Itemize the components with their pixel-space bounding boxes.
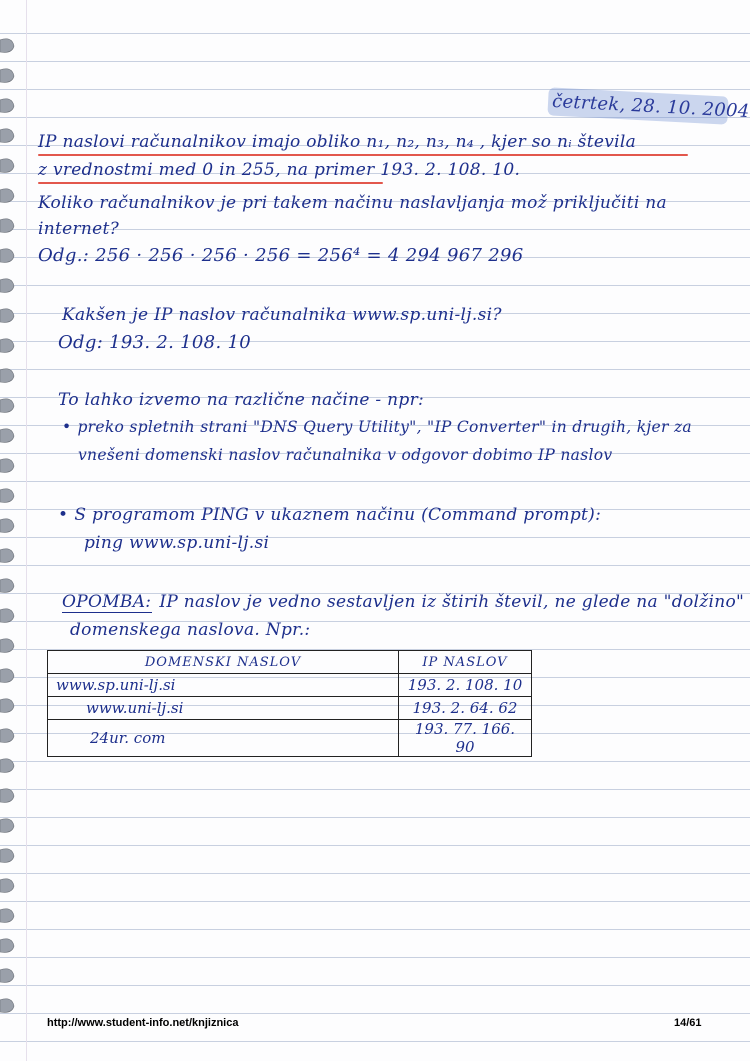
header-ip: IP NASLOV bbox=[399, 651, 532, 674]
problem1-line1: IP naslovi računalnikov imajo obliko n₁, n₂, n₃, n₄ , kjer so nᵢ števila bbox=[38, 132, 637, 152]
table-row bbox=[48, 720, 532, 757]
domain-cell: 24ur. com bbox=[48, 720, 399, 757]
bullet2-line2: ping www.sp.uni-lj.si bbox=[84, 533, 270, 553]
date-text: četrtek, 28. 10. 2004 bbox=[551, 90, 750, 123]
bullet2-line1: S programom PING v ukaznem načinu (Command prompt): bbox=[74, 505, 602, 525]
red-underline-2 bbox=[38, 182, 383, 184]
footer-url[interactable]: http://www.student-info.net/knjiznica bbox=[47, 1017, 239, 1029]
spiral-binding bbox=[0, 0, 18, 1061]
ip-cell: 193. 2. 64. 62 bbox=[399, 697, 532, 720]
red-underline-1 bbox=[38, 154, 688, 156]
problem1-line3: Koliko računalnikov je pri takem načinu naslavljanja mož priključiti na bbox=[38, 193, 667, 213]
note-line2: domenskega naslova. Npr.: bbox=[70, 620, 311, 640]
problem1-answer: Odg.: 256 · 256 · 256 · 256 = 256⁴ = 4 294 967 296 bbox=[38, 245, 524, 266]
table-row bbox=[48, 674, 532, 697]
ip-cell: 193. 77. 166. 90 bbox=[399, 720, 532, 757]
table-row bbox=[48, 697, 532, 720]
ip-table bbox=[47, 650, 532, 757]
method-bullet-1 bbox=[62, 418, 692, 436]
methods-intro: To lahko izvemo na različne načine - npr: bbox=[58, 390, 425, 410]
note-label-underline bbox=[62, 612, 152, 613]
bullet1-line2: vnešeni domenski naslov računalnika v odgovor dobimo IP naslov bbox=[78, 446, 613, 464]
bullet1-line1: preko spletnih strani "DNS Query Utility", "IP Converter" in drugih, kjer za bbox=[77, 418, 692, 436]
method-bullet-2 bbox=[58, 505, 601, 525]
note-text-1: IP naslov je vedno sestavljen iz štirih števil, ne glede na "dolžino" bbox=[159, 592, 745, 612]
domain-cell: www.sp.uni-lj.si bbox=[48, 674, 399, 697]
domain-cell: www.uni-lj.si bbox=[48, 697, 399, 720]
footer-page-number: 14/61 bbox=[674, 1017, 702, 1029]
ip-cell: 193. 2. 108. 10 bbox=[399, 674, 532, 697]
table-header-row bbox=[48, 651, 532, 674]
problem1-line2: z vrednostmi med 0 in 255, na primer 193. 2. 108. 10. bbox=[38, 160, 521, 180]
margin-line bbox=[26, 0, 27, 1061]
problem2-question: Kakšen je IP naslov računalnika www.sp.uni-lj.si? bbox=[62, 305, 502, 325]
note-line1 bbox=[62, 592, 744, 612]
bullet-dot: • bbox=[62, 418, 72, 436]
problem1-line4: internet? bbox=[38, 219, 120, 239]
note-label: OPOMBA: bbox=[62, 592, 152, 612]
problem2-answer: Odg: 193. 2. 108. 10 bbox=[58, 332, 251, 353]
header-domain: DOMENSKI NASLOV bbox=[48, 651, 399, 674]
bullet-dot: • bbox=[58, 505, 69, 525]
